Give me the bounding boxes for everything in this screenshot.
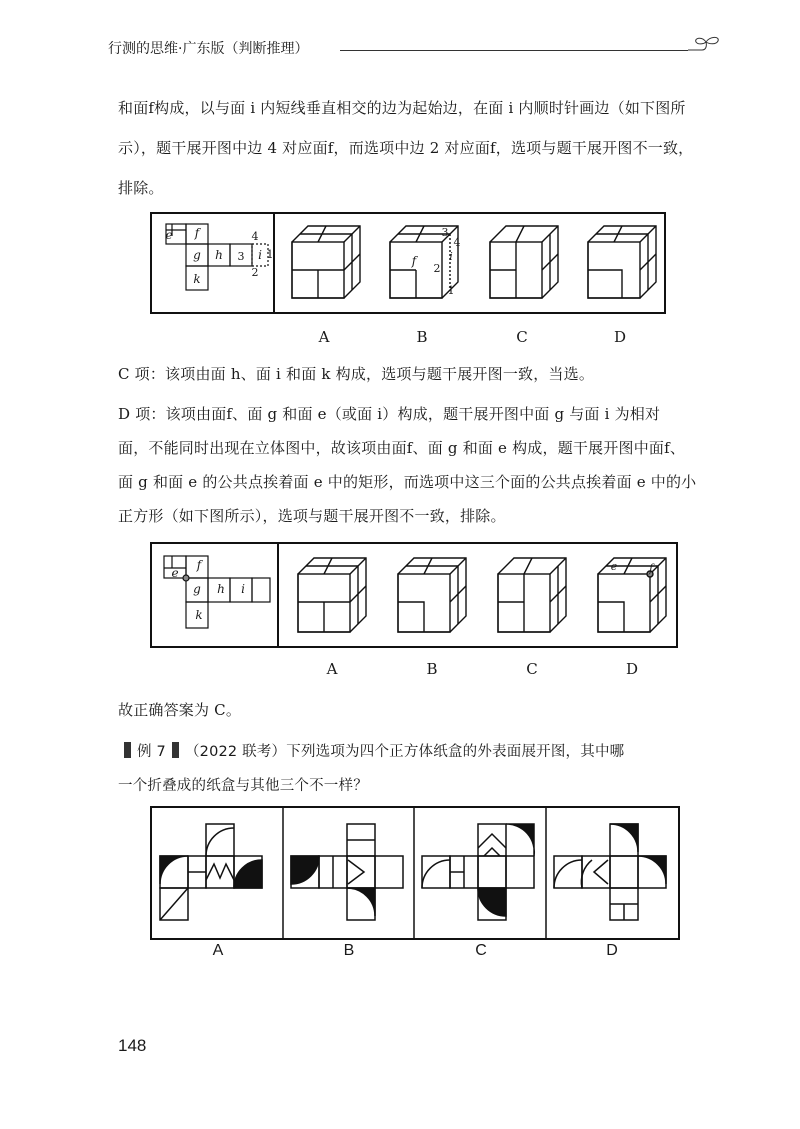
cube-b [398, 558, 466, 632]
fig3-option-c: C [475, 942, 487, 959]
paragraph-line: 示），题干展开图中边 4 对应面f，而选项中边 2 对应面f，选项与题干展开图不一致， [118, 139, 694, 157]
paragraph-line: C 项：该项由面 h、面 i 和面 k 构成，选项与题干展开图一致，当选。 [118, 365, 595, 383]
example-text: （2022 联考）下列选项为四个正方体纸盒的外表面展开图，其中哪 [184, 744, 625, 760]
cube-d [588, 226, 656, 298]
edge-label-4: 4 [251, 230, 259, 243]
running-header [108, 36, 718, 62]
fig1-option-d: D [613, 328, 627, 346]
fig2-option-c: C [526, 660, 538, 678]
fig3-option-a: A [212, 942, 224, 959]
fig2-option-d: D [625, 660, 639, 678]
face-label-h: h [217, 582, 225, 596]
paragraph-line: 正方形（如下图所示），选项与题干展开图不一致，排除。 [118, 507, 506, 525]
face-label-e: e [165, 228, 173, 242]
net-a [160, 824, 262, 920]
figure-1 [150, 212, 666, 314]
net-c [422, 824, 534, 920]
face-label-h: h [215, 248, 223, 262]
cube-b-label-4: 4 [453, 236, 461, 249]
face-label-i: i [241, 582, 245, 596]
face-label-f: f [196, 558, 202, 572]
answer-line: 故正确答案为 C。 [118, 701, 242, 719]
cube-c [498, 558, 566, 632]
net-b [291, 824, 403, 920]
fig3-option-d: D [606, 942, 618, 959]
cube-c [490, 218, 558, 298]
cube-d-label-e: e [610, 560, 618, 573]
header-title: 行测的思维·广东版（判断推理） [108, 41, 309, 57]
page-number: 148 [118, 1036, 147, 1055]
paragraph-line: 排除。 [118, 179, 164, 197]
cube-b-label-f: f [411, 254, 417, 268]
tag-mark [124, 742, 131, 758]
figure-2 [150, 542, 678, 648]
tag-mark [172, 742, 179, 758]
paragraph-line: 面，不能同时出现在立体图中，故该项由面f、面 g 和面 e 构成，题干展开图中面f、 [118, 439, 686, 457]
cube-b-label-1: 1 [447, 284, 455, 297]
example-label: 例 7 [137, 744, 166, 760]
cube-b-label-2: 2 [433, 262, 441, 275]
header-rule [340, 50, 688, 51]
face-label-k: k [195, 608, 203, 622]
edge-label-2: 2 [251, 266, 259, 279]
figure-3 [150, 806, 680, 940]
face-label-f: f [194, 226, 200, 240]
fig2-option-a: A [326, 660, 338, 678]
cube-d-label-f: f [648, 562, 654, 575]
cube-b-label-i: i [449, 250, 453, 263]
example-line-2: 一个折叠成的纸盒与其他三个不一样？ [118, 778, 368, 794]
fig2-option-b: B [426, 660, 438, 678]
paragraph-line: 面 g 和面 e 的公共点挨着面 e 中的矩形，而选项中这三个面的公共点挨着面 e 中的小 [118, 473, 697, 491]
cube-a [298, 558, 366, 632]
fig1-option-b: B [416, 328, 428, 346]
figure-3-art [152, 808, 678, 938]
fig1-option-c: C [516, 328, 528, 346]
net-d [554, 824, 666, 920]
face-label-i: i [258, 248, 262, 262]
edge-label-3: 3 [237, 250, 245, 263]
paragraph-line: 和面f构成，以与面 i 内短线垂直相交的边为起始边，在面 i 内顺时针画边（如下图所 [118, 99, 686, 117]
sprout-icon [688, 36, 728, 62]
edge-label-1: 1 [266, 248, 274, 261]
cube-a [292, 226, 360, 298]
example-line-1 [118, 736, 708, 768]
fig3-option-b: B [343, 942, 355, 959]
fig1-option-a: A [318, 328, 330, 346]
cube-b-label-3: 3 [441, 226, 449, 239]
figure-2-art [152, 544, 676, 646]
face-label-g: g [193, 582, 201, 596]
face-label-k: k [193, 272, 201, 286]
face-label-e: e [171, 566, 179, 580]
paragraph-line: D 项：该项由面f、面 g 和面 e（或面 i）构成，题干展开图中面 g 与面 i 为相对 [118, 405, 661, 423]
face-label-g: g [193, 248, 201, 262]
